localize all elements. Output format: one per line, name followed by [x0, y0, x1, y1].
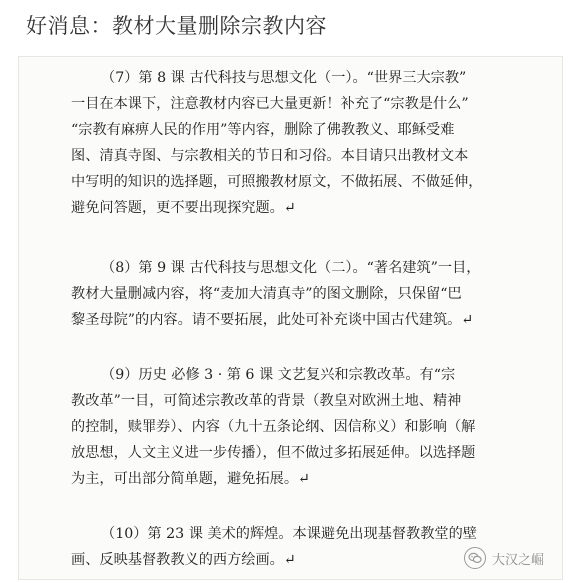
text-line: 为主，可出部分简单题，避免拓展。↵: [71, 471, 310, 487]
text-line: “宗教有麻痹人民的作用”等内容，删除了佛教教义、耶稣受难: [71, 122, 455, 138]
text-line: （7）第 8 课 古代科技与思想文化（一）。“世界三大宗教”: [101, 70, 467, 86]
text-line: 一目在本课下，注意教材内容已大量更新！补充了“宗教是什么”: [71, 96, 469, 112]
paragraph-9: [71, 362, 511, 492]
paragraph-8: [71, 255, 511, 333]
text-line: （9）历史 必修 3 · 第 6 课 文艺复兴和宗教改革。有“宗: [101, 367, 456, 383]
text-line: 中写明的知识的选择题，可照搬教材原文，不做拓展、不做延伸，: [71, 174, 483, 190]
text-line: （8）第 9 课 古代科技与思想文化（二）。“著名建筑”一目，: [101, 260, 481, 276]
scanned-document: [18, 56, 563, 580]
text-line: 教材大量删减内容，将“麦加大清真寺”的图文删除，只保留“巴: [71, 286, 462, 302]
paragraph-7: [71, 65, 511, 221]
text-line: （10）第 23 课 美术的辉煌。本课避免出现基督教教堂的壁: [101, 526, 477, 542]
watermark: [464, 547, 544, 569]
text-line: 教改革”一目，可简述宗教改革的背景（教皇对欧洲土地、精神: [71, 393, 462, 409]
page-title: 好消息：教材大量删除宗教内容: [26, 14, 327, 38]
text-line: 放思想，人文主义进一步传播），但不做过多拓展延伸。以选择题: [71, 445, 476, 461]
text-line: 图、清真寺图、与宗教相关的节日和习俗。本目请只出教材文本: [71, 148, 469, 164]
watermark-text: 大汉之崛: [491, 552, 544, 568]
text-line: 画、反映基督教教义的西方绘画。↵: [71, 552, 296, 568]
wechat-icon: [464, 547, 486, 569]
text-line: 的控制，赎罪券）、内容（九十五条论纲、因信称义）和影响（解: [71, 419, 476, 435]
text-line: 避免问答题，更不要出现探究题。↵: [71, 200, 296, 216]
paragraph-10: [71, 521, 511, 573]
text-line: 黎圣母院”的内容。请不要拓展，此处可补充谈中国古代建筑。↵: [71, 312, 474, 328]
